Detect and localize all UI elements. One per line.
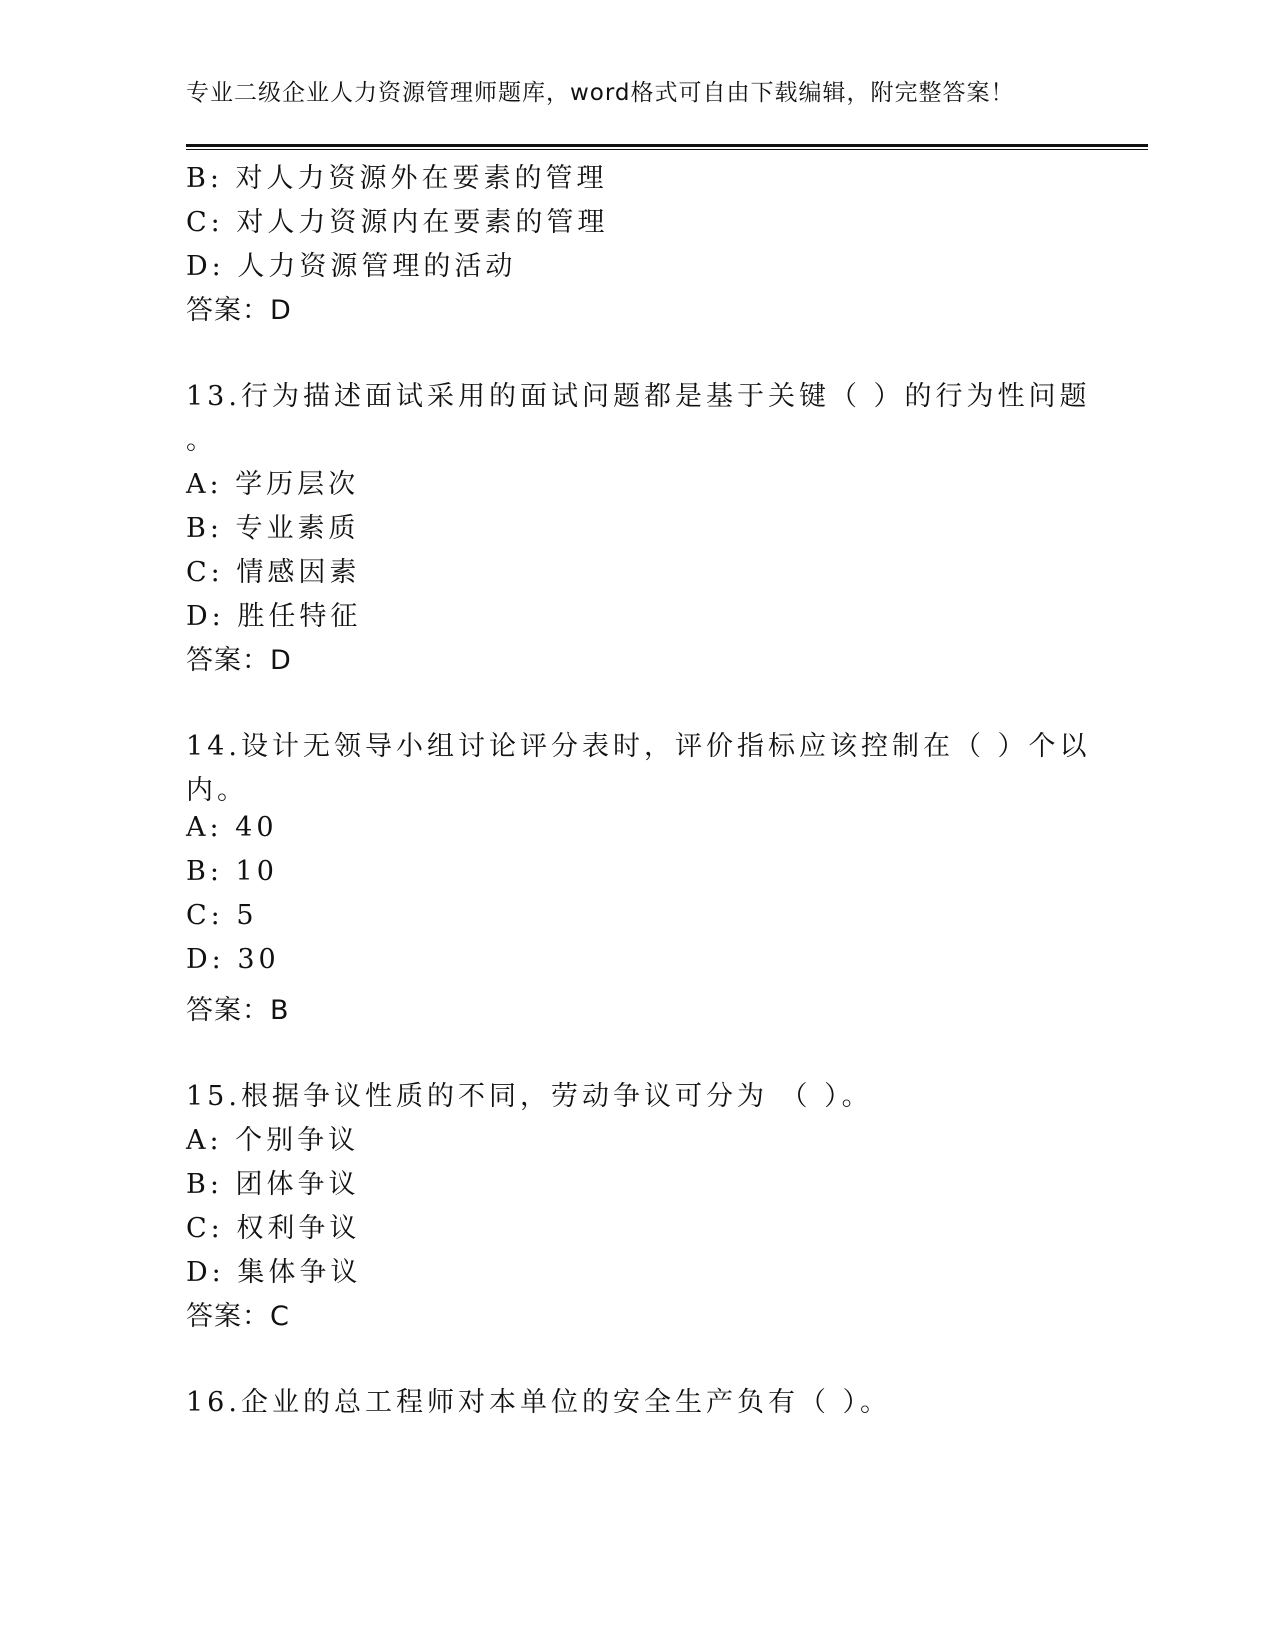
q15-option-b: B: 团体争议	[186, 1169, 360, 1200]
q15-option-c: C: 权利争议	[186, 1213, 361, 1244]
q14-stem-line-2: 内。	[186, 775, 248, 806]
q14-option-a: A: 40	[186, 812, 278, 843]
q14-option-d: D: 30	[186, 944, 280, 975]
q15-option-a: A: 个别争议	[186, 1125, 360, 1156]
q15-stem-line-1: 15.根据争议性质的不同，劳动争议可分为 （ ）。	[186, 1081, 873, 1112]
q13-option-b: B: 专业素质	[186, 513, 360, 544]
q15-option-d: D: 集体争议	[186, 1257, 362, 1288]
page-header: 专业二级企业人力资源管理师题库，word格式可自由下载编辑，附完整答案！	[186, 80, 1015, 106]
q13-answer: 答案：D	[186, 645, 292, 676]
q13-option-c: C: 情感因素	[186, 557, 361, 588]
q14-option-b: B: 10	[186, 856, 278, 887]
q12-answer: 答案：D	[186, 295, 292, 326]
q15-answer: 答案：C	[186, 1301, 290, 1332]
q13-option-d: D: 胜任特征	[186, 601, 362, 632]
q13-stem-line-2: 。	[186, 425, 217, 456]
header-rule-thin	[186, 149, 1148, 150]
q13-option-a: A: 学历层次	[186, 469, 360, 500]
q14-option-c: C: 5	[186, 900, 258, 931]
q12-option-c: C: 对人力资源内在要素的管理	[186, 207, 609, 238]
q14-answer: 答案：B	[186, 995, 290, 1026]
q13-stem-line-1: 13.行为描述面试采用的面试问题都是基于关键（ ）的行为性问题	[186, 381, 1091, 412]
header-rule-thick	[186, 144, 1148, 147]
q16-stem-line-1: 16.企业的总工程师对本单位的安全生产负有（ ）。	[186, 1387, 892, 1418]
q12-option-b: B: 对人力资源外在要素的管理	[186, 163, 608, 194]
q14-stem-line-1: 14.设计无领导小组讨论评分表时，评价指标应该控制在（ ）个以	[186, 731, 1091, 762]
q12-option-d: D: 人力资源管理的活动	[186, 251, 517, 282]
